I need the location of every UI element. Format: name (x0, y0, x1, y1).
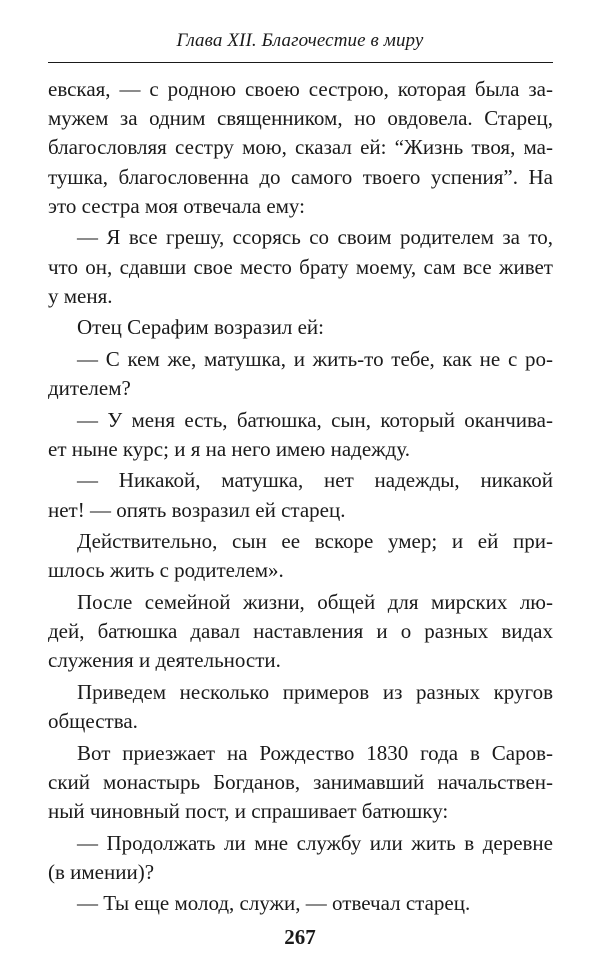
text-line: — Я все грешу, ссорясь со своим родителем за то, (77, 225, 553, 250)
text-line: служения и деятельности. (48, 648, 281, 673)
text-line: Отец Серафим возразил ей: (77, 315, 324, 340)
text-line: — Продолжать ли мне службу или жить в деревне (77, 830, 553, 855)
text-line: дей, батюшка давал наставления и о разных видах (48, 619, 553, 644)
paragraph (48, 406, 553, 464)
page-number: 267 (284, 925, 316, 949)
text-line: дителем? (48, 376, 131, 401)
text-line: шлось жить с родителем». (48, 558, 284, 583)
text-line: — У меня есть, батюшка, сын, который оканчива- (77, 407, 553, 432)
text-line: что он, сдавши свое место брату моему, сам все живет (48, 254, 553, 279)
text-line: (в имении)? (48, 859, 155, 884)
text-line: нет! — опять возразил ей старец. (48, 497, 346, 522)
paragraph (48, 527, 553, 585)
text-line: Приведем несколько примеров из разных кругов (77, 679, 553, 704)
paragraph (48, 223, 553, 311)
paragraph (48, 678, 553, 736)
text-line: общества. (48, 709, 138, 734)
paragraph (48, 345, 553, 403)
text-line: — Никакой, матушка, нет надежды, никакой (77, 468, 553, 493)
paragraph (48, 75, 553, 221)
text-line: благословляя сестру мою, сказал ей: “Жизнь твоя, ма- (48, 135, 553, 160)
text-line: евская, — с родною своею сестрою, которая была за- (48, 77, 553, 101)
text-line: — С кем же, матушка, и жить-то тебе, как не с ро- (77, 346, 553, 371)
paragraph (48, 313, 553, 342)
text-line: тушка, благословенна до самого твоего успения”. На (48, 164, 553, 189)
paragraph (48, 829, 553, 887)
text-line: у меня. (48, 283, 113, 308)
header-rule (48, 62, 553, 63)
text-line: это сестра моя отвечала ему: (48, 193, 305, 218)
text-line: После семейной жизни, общей для мирских лю- (77, 589, 553, 614)
text-line: ный чиновный пост, и спрашивает батюшку: (48, 799, 449, 824)
text-line: Действительно, сын ее вскоре умер; и ей при- (77, 529, 553, 554)
text-line: — Ты еще молод, служи, — отвечал старец. (77, 891, 471, 916)
running-header: Глава XII. Благочестие в миру (176, 30, 424, 51)
paragraph (48, 588, 553, 676)
text-line: ет ныне курс; и я на него имею надежду. (48, 436, 411, 461)
paragraph (48, 889, 553, 918)
paragraph (48, 466, 553, 524)
text-line: Вот приезжает на Рождество 1830 года в Саров- (77, 740, 553, 765)
body-text (48, 75, 553, 919)
text-line: мужем за одним священником, но овдовела. Старец, (48, 106, 553, 131)
paragraph (48, 739, 553, 827)
text-line: ский монастырь Богданов, занимавший начальствен- (48, 769, 553, 794)
